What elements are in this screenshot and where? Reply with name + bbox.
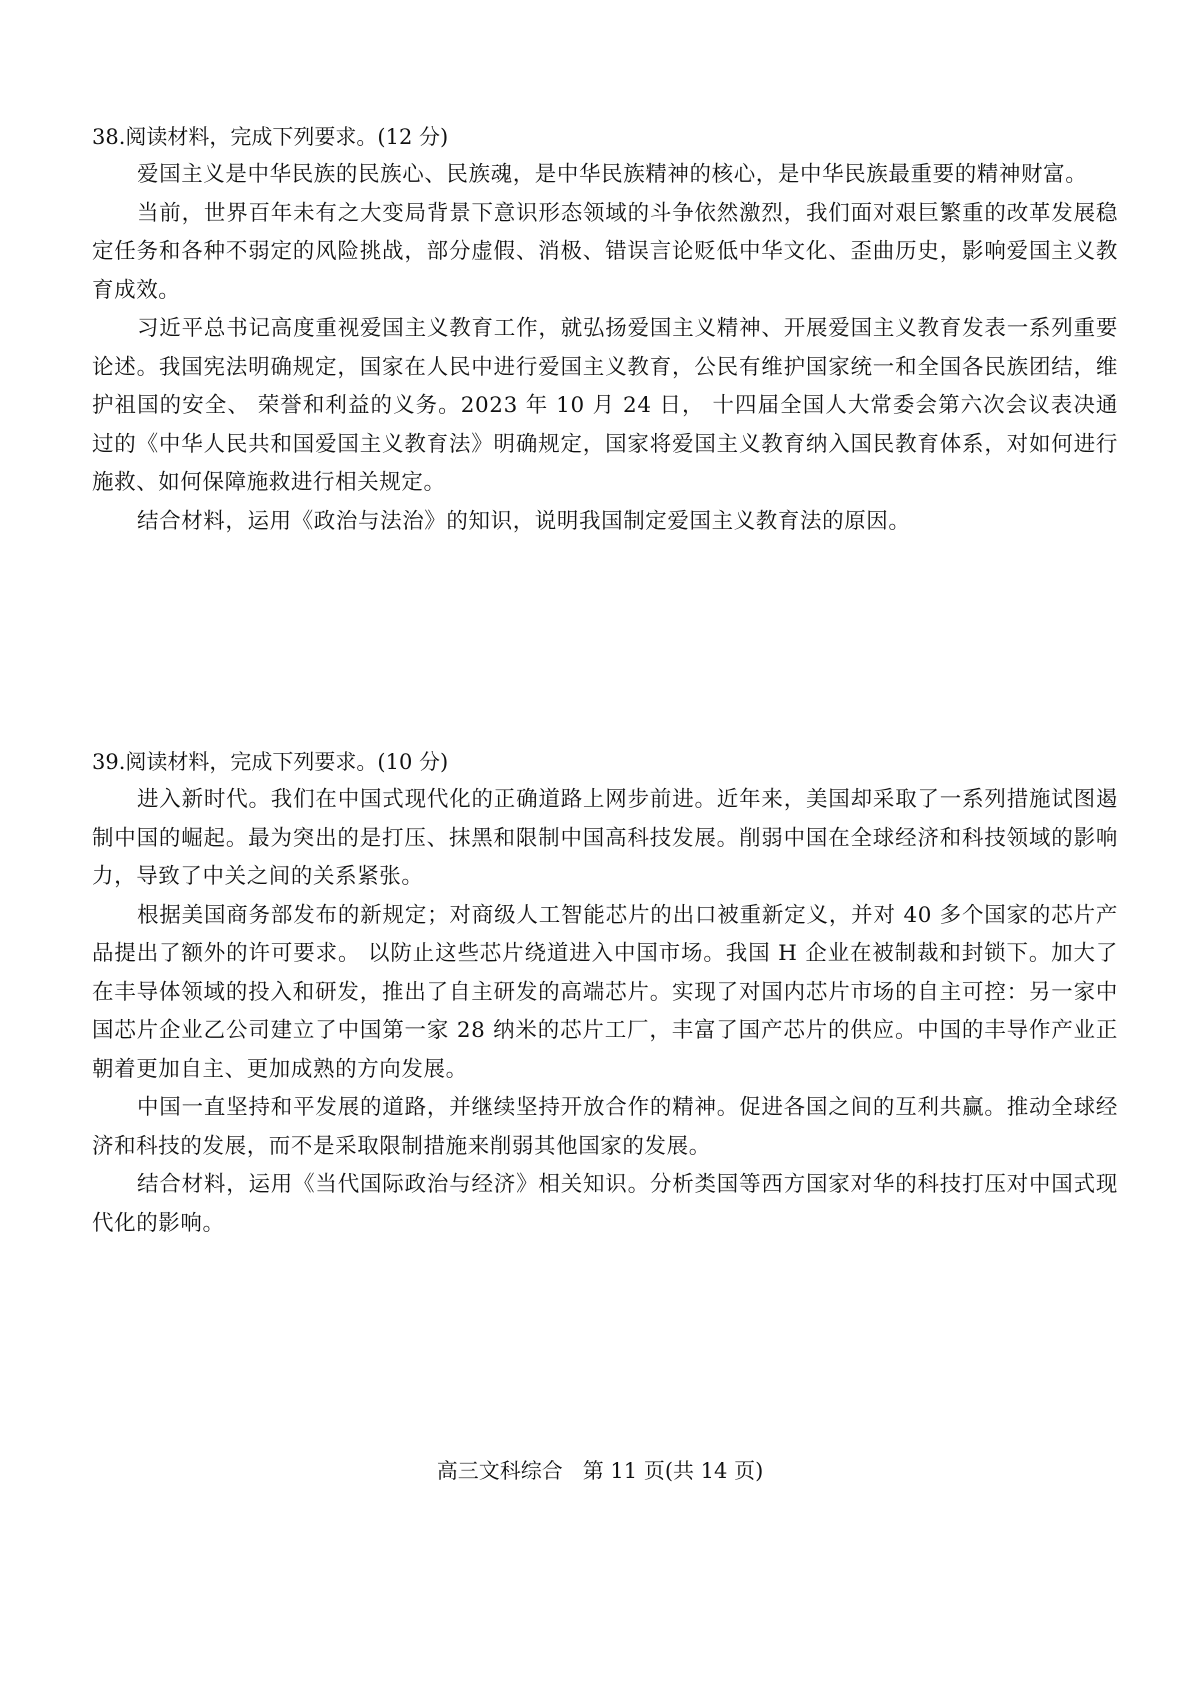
question-38-paragraph-3: 习近平总书记高度重视爱国主义教育工作，就弘扬爱国主义精神、开展爱国主义教育发表一系列重要论述。我国宪法明确规定，国家在人民中进行爱国主义教育，公民有维护国家统一和全国各民族团结，维护祖国的安全、 荣誉和利益的义务。2023 年 10 月 24 日， 十四届全国人大常委会第六次会议表决通过的《中华人民共和国爱国主义教育法》明确规定，国家将爱国主义教育纳入国民教育体系，对如何进行施救、如何保障施救进行相关规定。: [92, 316, 1118, 495]
question-39-prompt: 结合材料，运用《当代国际政治与经济》相关知识。分析类国等西方国家对华的科技打压对中国式现代化的影响。: [92, 1172, 1118, 1236]
page-footer: 高三文科综合 第 11 页(共 14 页): [436, 1459, 764, 1483]
question-38-prompt: 结合材料，运用《政治与法治》的知识，说明我国制定爱国主义教育法的原因。: [137, 508, 911, 534]
question-38-title: 38.阅读材料，完成下列要求。(12 分): [92, 125, 449, 149]
question-39-title: 39.阅读材料，完成下列要求。(10 分): [92, 750, 449, 774]
question-39: [92, 743, 1118, 1243]
question-38-paragraph-2: 当前，世界百年未有之大变局背景下意识形态领域的斗争依然激烈，我们面对艰巨繁重的改革发展稳定任务和各种不弱定的风险挑战，部分虚假、消极、错误言论贬低中华文化、歪曲历史，影响爱国主义教育成效。: [92, 200, 1118, 303]
question-39-paragraph-3: 中国一直坚持和平发展的道路，并继续坚持开放合作的精神。促进各国之间的互利共赢。推动全球经济和科技的发展，而不是采取限制措施来削弱其他国家的发展。: [92, 1095, 1118, 1159]
question-38: [92, 118, 1118, 541]
question-38-paragraph-1: 爱国主义是中华民族的民族心、民族魂，是中华民族精神的核心，是中华民族最重要的精神财富。: [137, 162, 1088, 187]
question-39-paragraph-2: 根据美国商务部发布的新规定；对商级人工智能芯片的出口被重新定义，并对 40 多个国家的芯片产品提出了额外的许可要求。 以防止这些芯片绕道进入中国市场。我国 H 企业在被制裁和封锁下。加大了在丰导体领域的投入和研发，推出了自主研发的高端芯片。实现了对国内芯片市场的自主可控：另一家中国芯片企业乙公司建立了中国第一家 28 纳米的芯片工厂，丰富了国产芯片的供应。中国的丰导作产业正朝着更加自主、更加成熟的方向发展。: [92, 902, 1118, 1082]
question-39-paragraph-1: 进入新时代。我们在中国式现代化的正确道路上网步前进。近年来，美国却采取了一系列措施试图遏制中国的崛起。最为突出的是打压、抹黑和限制中国高科技发展。削弱中国在全球经济和科技领域的影响力，导致了中关之间的关系紧张。: [92, 787, 1118, 889]
